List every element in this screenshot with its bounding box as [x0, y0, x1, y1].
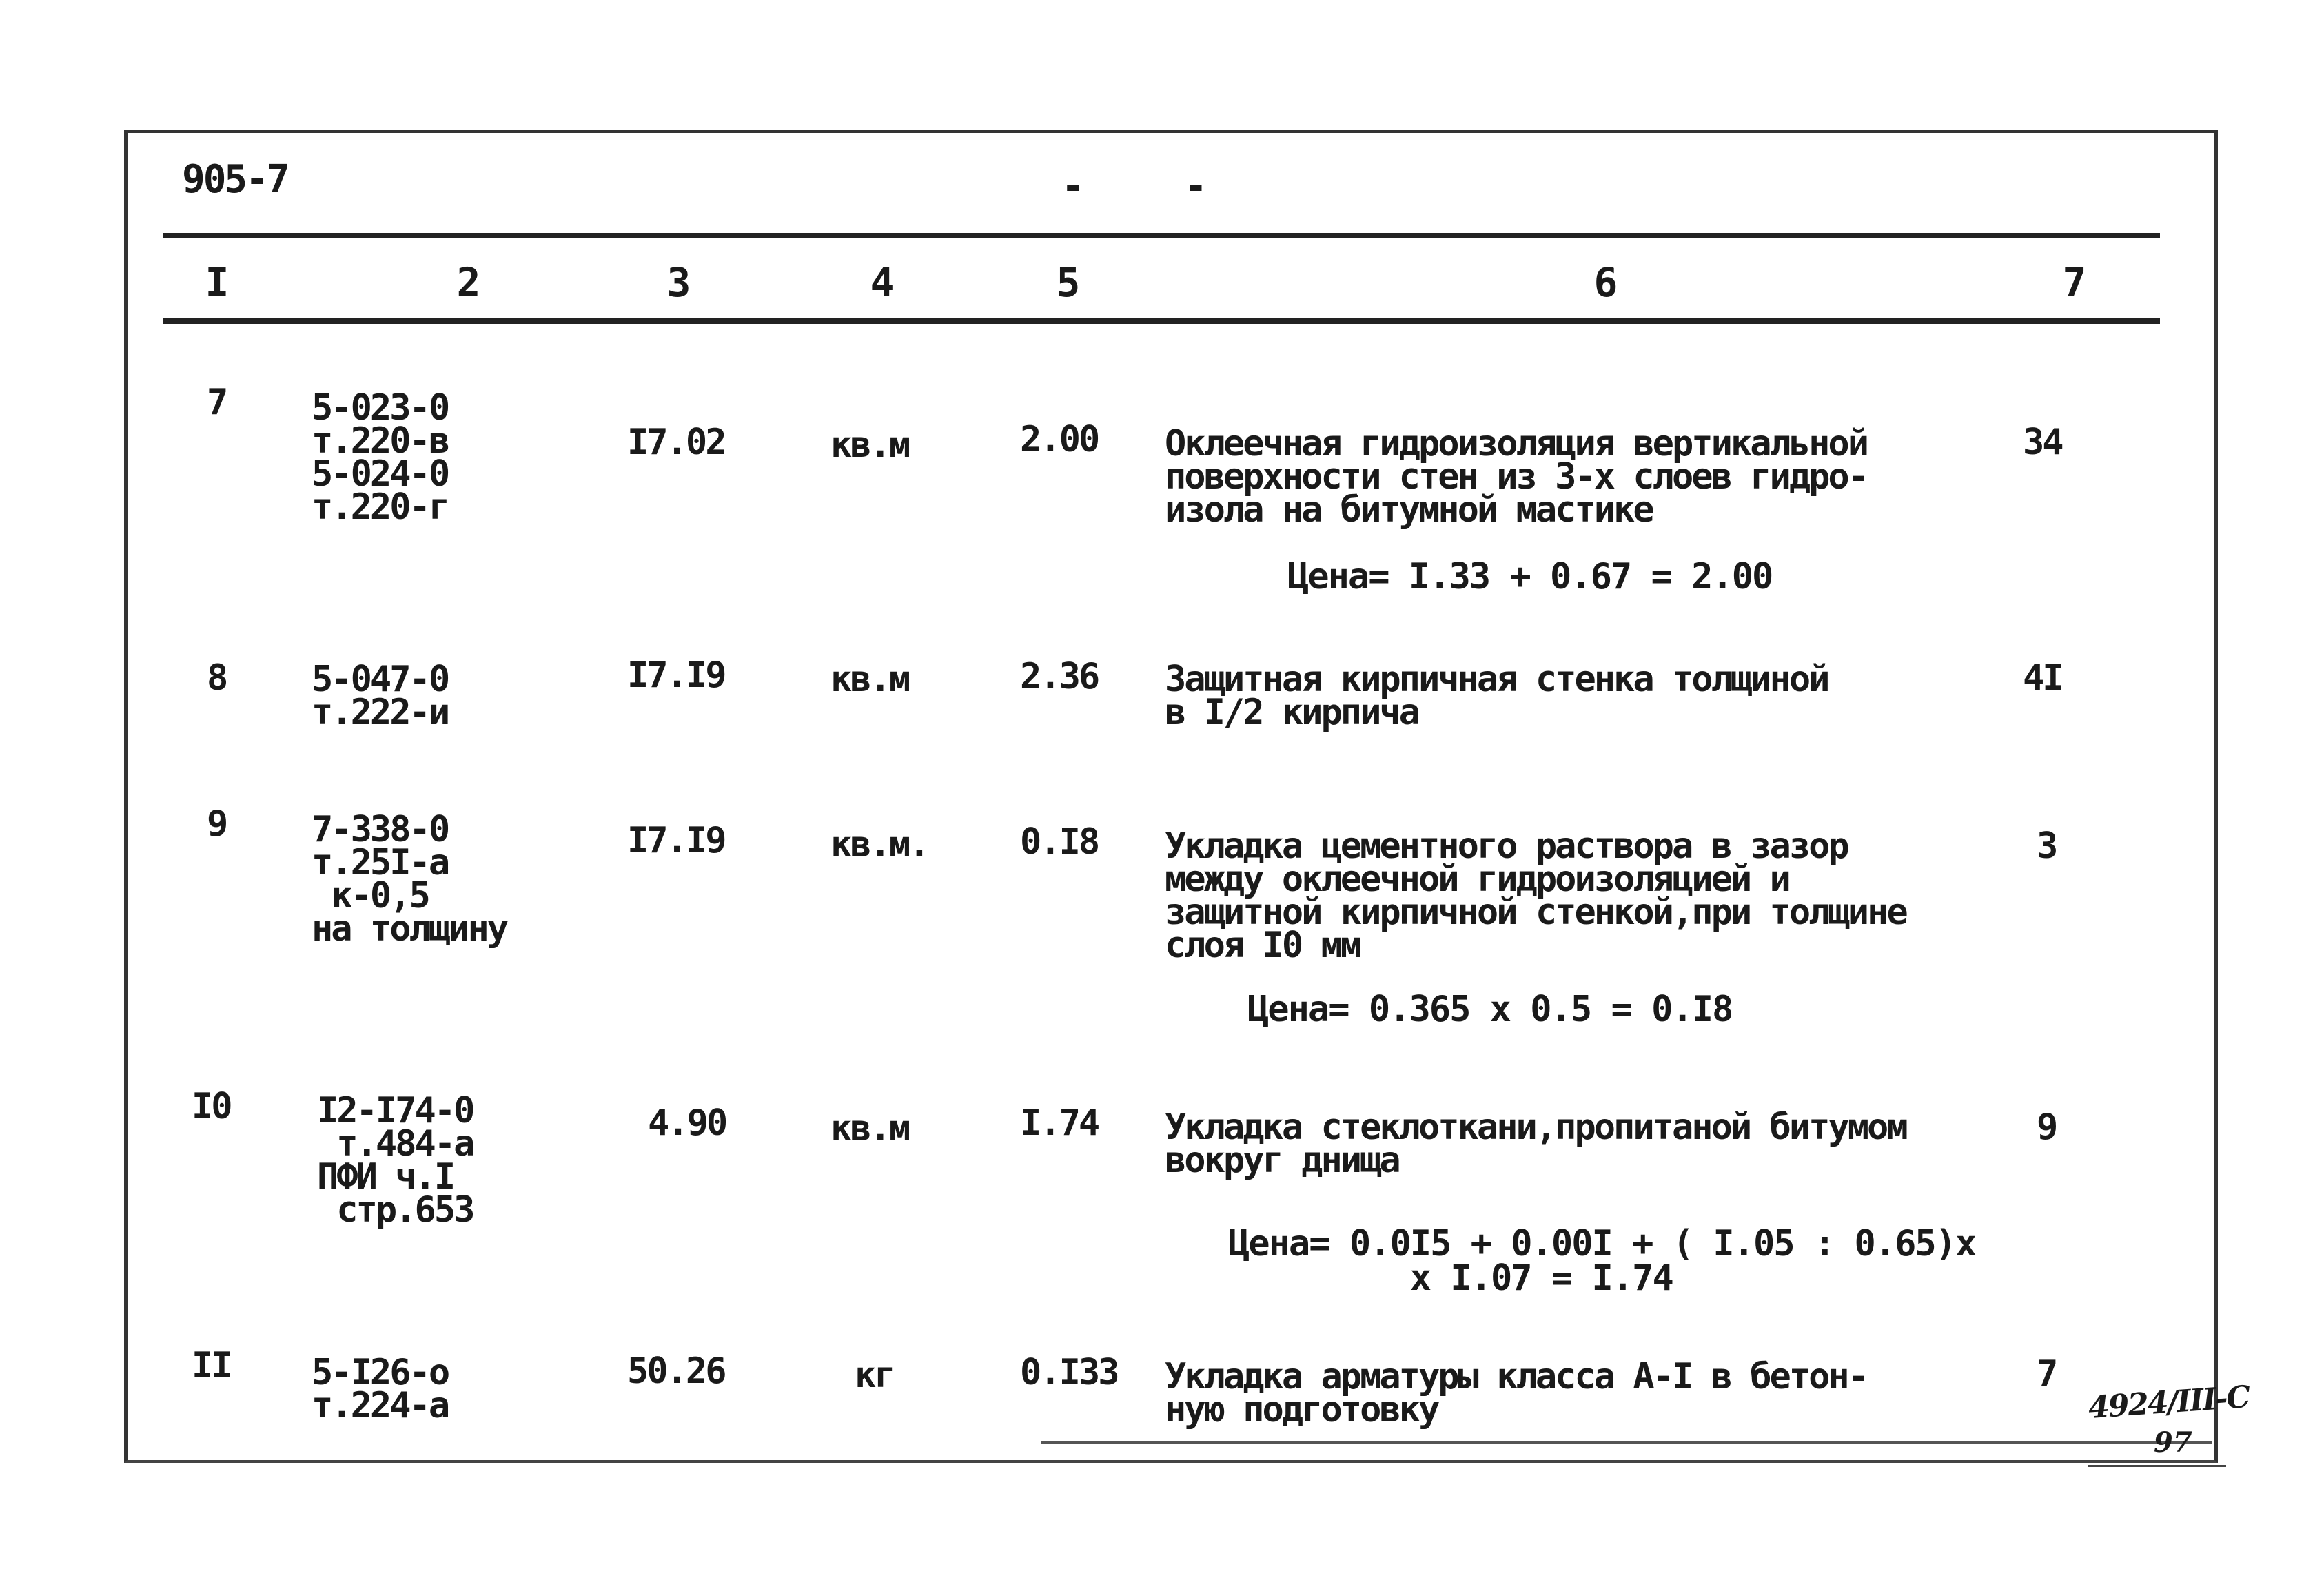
row-quantity: 50.26	[627, 1351, 725, 1392]
row-number: 8	[207, 657, 227, 699]
header-rule-bottom	[163, 318, 2160, 324]
row-total: 7	[2037, 1353, 2057, 1395]
row-number: II	[192, 1345, 231, 1386]
row-code: 7-338-0 т.25I-а к-0,5 на толщину	[312, 809, 507, 950]
column-number-2: 2	[456, 259, 481, 306]
row-code: 5-047-0 т.222-и	[312, 659, 449, 733]
row-price-calculation: Цена= 0.365 х 0.5 = 0.I8	[1247, 989, 1733, 1030]
row-number: I0	[192, 1086, 231, 1127]
row-total: 4I	[2023, 657, 2062, 699]
header-dash-2: -	[1184, 164, 1207, 209]
row-quantity: I7.02	[627, 422, 725, 463]
row-total: 9	[2037, 1107, 2057, 1148]
row-unit: кг	[855, 1355, 894, 1396]
row-code: 5-I26-о т.224-а	[312, 1352, 449, 1426]
column-number-3: 3	[666, 259, 691, 306]
row-description: Укладка стеклоткани,пропитаной битумом вокруг днища	[1165, 1107, 1906, 1181]
row-total: 34	[2023, 422, 2062, 463]
row-description: Укладка арматуры класса А-I в бетон- ную подготовку	[1165, 1356, 1868, 1430]
column-number-5: 5	[1056, 259, 1081, 306]
row-number: 9	[207, 803, 227, 845]
column-number-1: I	[205, 259, 230, 306]
column-number-6: 6	[1593, 259, 1618, 306]
row-description: Защитная кирпичная стенка толщиной в I/2 кирпича	[1165, 659, 1828, 733]
row-description: Оклеечная гидроизоляция вертикальной поверхности стен из 3-х слоев гидро- изола на битумной мастике	[1165, 423, 1868, 531]
row-price-calculation: Цена= I.33 + 0.67 = 2.00	[1287, 556, 1773, 597]
row-unit: кв.м.	[830, 824, 928, 865]
row-quantity: 4.90	[648, 1102, 726, 1144]
row-number: 7	[207, 382, 227, 423]
row-quantity: I7.I9	[627, 820, 725, 861]
column-number-4: 4	[870, 259, 895, 306]
row-unit: кв.м	[830, 1108, 909, 1149]
stamp-underline	[1041, 1441, 2212, 1444]
column-number-7: 7	[2062, 259, 2087, 306]
row-code: I2-I74-0 т.484-а ПФИ ч.I стр.653	[317, 1090, 473, 1231]
page-number: 97	[2154, 1426, 2192, 1459]
row-unit-price: 2.00	[1020, 419, 1099, 460]
row-unit-price: 2.36	[1020, 656, 1099, 697]
document-stamp: 4924/III-С	[2087, 1379, 2251, 1426]
row-unit-price: 0.I8	[1020, 821, 1099, 863]
row-price-calculation: Цена= 0.0I5 + 0.00I + ( I.05 : 0.65)х х I.07 = I.74	[1228, 1223, 1976, 1299]
row-total: 3	[2037, 825, 2057, 867]
row-unit: кв.м	[830, 424, 909, 466]
row-code: 5-023-0 т.220-в 5-024-0 т.220-г	[312, 387, 449, 528]
page-number-underline	[2088, 1465, 2226, 1467]
header-dash-1: -	[1061, 164, 1085, 209]
row-unit-price: I.74	[1020, 1102, 1099, 1144]
row-quantity: I7.I9	[627, 655, 725, 696]
row-description: Укладка цементного раствора в зазор между оклеечной гидроизоляцией и защитной кирпичной стенкой,при толщине слоя I0 мм	[1165, 825, 1906, 966]
row-unit: кв.м	[830, 659, 909, 700]
row-unit-price: 0.I33	[1020, 1352, 1118, 1393]
document-code: 905-7	[182, 157, 288, 202]
header-rule-top	[163, 233, 2160, 238]
